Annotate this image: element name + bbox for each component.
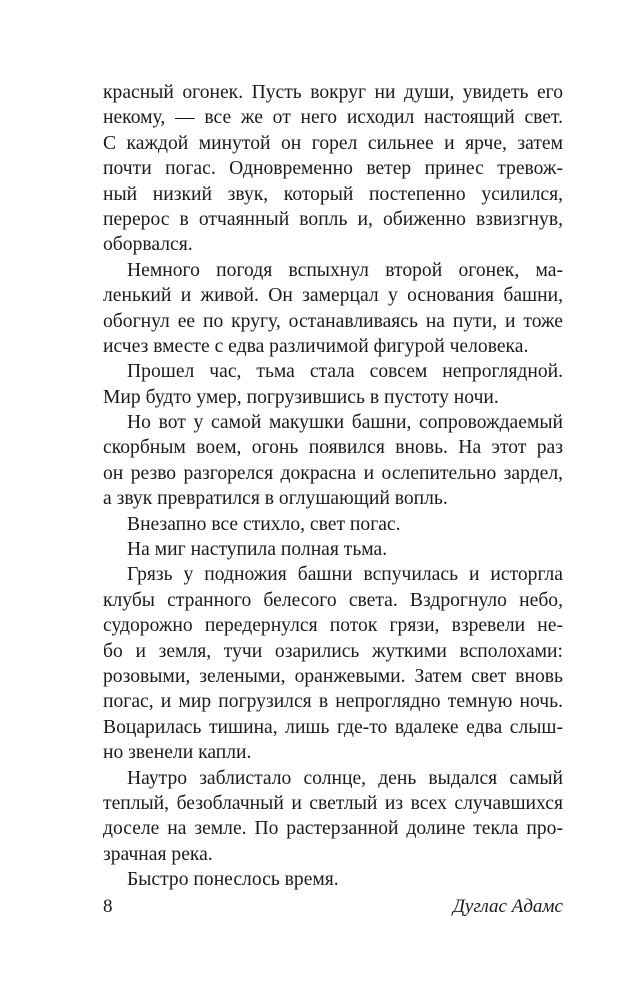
- text-line: судорожно передернулся поток грязи, взревели не-: [103, 615, 563, 637]
- text-line: Внезапно все стихло, свет погас.: [127, 513, 401, 535]
- text-line: На миг наступила полная тьма.: [127, 539, 388, 561]
- paragraph: [103, 80, 563, 258]
- text-line: клубы странного белесого света. Вздрогнуло небо,: [103, 589, 563, 611]
- paragraph: [103, 562, 563, 765]
- text-line: С каждой минутой он горел сильнее и ярче, затем: [103, 132, 563, 154]
- text-line: Но вот у самой макушки башни, сопровождаемый: [127, 412, 563, 434]
- text-line: доселе на земле. По растерзанной долине текла про-: [103, 818, 563, 840]
- text-line: Быстро понеслось время.: [127, 869, 339, 891]
- text-line: розовыми, зелеными, оранжевыми. Затем свет вновь: [103, 665, 563, 687]
- paragraph: [103, 537, 563, 562]
- text-line: а звук превратился в оглушающий вопль.: [103, 488, 448, 510]
- paragraph: [103, 410, 563, 512]
- text-line: он резво разгорелся докрасна и ослепительно зардел,: [103, 462, 563, 484]
- text-line: Грязь у подножия башни вспучилась и исторгла: [127, 564, 563, 586]
- paragraph: [103, 359, 563, 410]
- text-line: бо и земля, тучи озарились жуткими всполохами:: [103, 640, 563, 662]
- body-text: [103, 80, 563, 893]
- paragraph: [103, 258, 563, 360]
- text-line: ный низкий звук, который постепенно усилился,: [103, 183, 563, 205]
- text-line: Немного погодя вспыхнул второй огонек, ма-: [127, 259, 563, 281]
- text-line: зрачная река.: [103, 843, 213, 865]
- text-line: исчез вместе с едва различимой фигурой человека.: [103, 335, 529, 357]
- text-line: Наутро заблистало солнце, день выдался самый: [127, 767, 563, 789]
- paragraph: [103, 867, 563, 892]
- text-line: но звенели капли.: [103, 742, 252, 764]
- text-line: теплый, безоблачный и светлый из всех случавшихся: [103, 792, 563, 814]
- text-line: красный огонек. Пусть вокруг ни души, увидеть его: [103, 82, 563, 103]
- running-footer-author: Дуглас Адамс: [452, 896, 563, 917]
- page-number: 8: [103, 896, 113, 917]
- text-line: оборвался.: [103, 234, 193, 256]
- text-line: ленький и живой. Он замерцал у основания башни,: [103, 285, 563, 307]
- text-line: некому, — все же от него исходил настоящий свет.: [103, 107, 563, 129]
- text-line: погас, и мир погрузился в непроглядно темную ночь.: [103, 691, 563, 713]
- text-line: скорбным воем, огонь появился вновь. На этот раз: [103, 437, 563, 459]
- paragraph: [103, 512, 563, 537]
- text-line: Прошел час, тьма стала совсем непроглядной.: [127, 361, 563, 383]
- text-line: обогнул ее по кругу, останавливаясь на пути, и тоже: [103, 310, 563, 332]
- text-line: Воцарилась тишина, лишь где-то вдалеке едва слыш-: [103, 716, 563, 738]
- text-line: Мир будто умер, погрузившись в пустоту ночи.: [103, 386, 499, 408]
- page-footer: [103, 893, 563, 921]
- text-line: почти погас. Одновременно ветер принес тревож-: [103, 158, 563, 180]
- paragraph: [103, 766, 563, 868]
- text-line: перерос в отчаянный вопль и, обиженно взвизгнув,: [103, 208, 563, 230]
